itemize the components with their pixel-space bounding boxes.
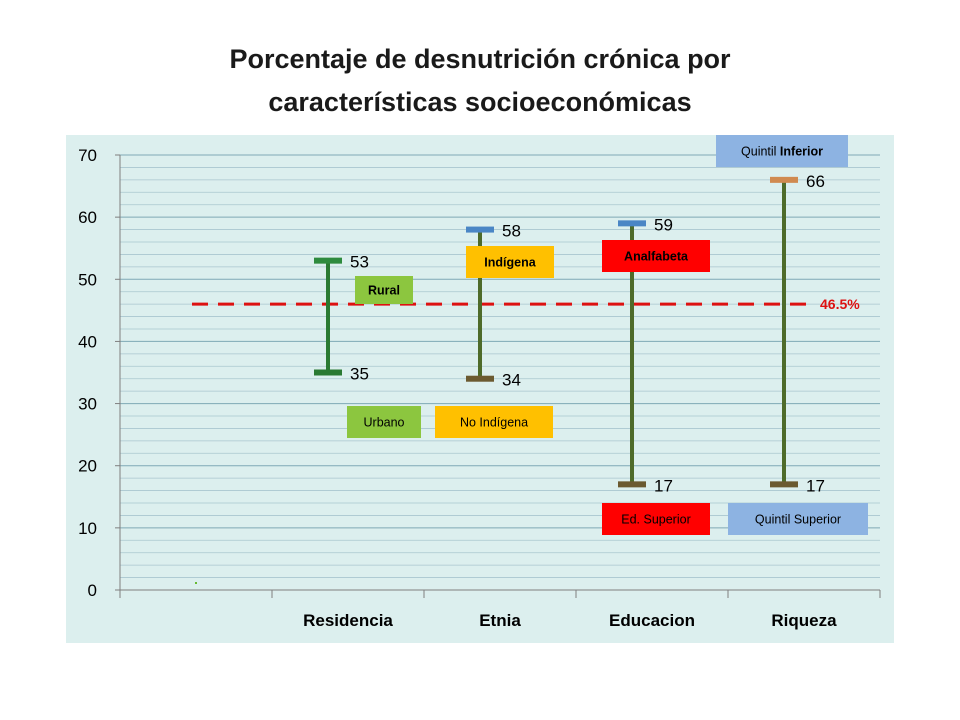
- chart-title-line-1: Porcentaje de desnutrición crónica por: [229, 44, 731, 74]
- annotation-rural: Rural: [368, 283, 400, 298]
- low-cap: [466, 376, 494, 382]
- annotation-analfabeta: Analfabeta: [624, 249, 688, 264]
- low-value-label: 35: [350, 364, 369, 384]
- y-tick-label: 60: [78, 208, 97, 228]
- y-tick-label: 50: [78, 270, 97, 290]
- y-tick-labels: [78, 146, 97, 600]
- annotation-quintil-inferior-suffix: Inferior: [779, 144, 823, 159]
- reference-line-label: 46.5%: [820, 296, 860, 313]
- low-cap: [314, 370, 342, 376]
- high-cap: [314, 258, 342, 264]
- y-tick-label: 0: [87, 581, 97, 600]
- annotation-quintil-inferior: [741, 145, 823, 159]
- high-cap: [618, 220, 646, 226]
- x-category-label: Educacion: [609, 611, 695, 630]
- empty-category-marker: [195, 582, 197, 584]
- y-tick-label: 20: [78, 456, 97, 476]
- x-category-label: Etnia: [479, 611, 521, 630]
- y-tick-label: 70: [78, 146, 97, 165]
- low-cap: [618, 481, 646, 487]
- y-tick-label: 10: [78, 518, 97, 538]
- annotation-ed-superior: Ed. Superior: [621, 512, 691, 527]
- high-value-label: 53: [350, 252, 369, 272]
- low-cap: [770, 481, 798, 487]
- high-cap: [770, 177, 798, 183]
- annotation-no-indigena: No Indígena: [459, 415, 529, 430]
- high-value-label: 58: [502, 221, 521, 241]
- chart-title-line-2: características socioeconómicas: [268, 87, 692, 117]
- y-tick-label: 30: [78, 394, 97, 414]
- low-value-label: 34: [502, 370, 521, 390]
- high-cap: [466, 227, 494, 233]
- annotation-quintil-inferior-prefix: Quintil: [741, 144, 780, 159]
- category-labels: [195, 582, 837, 630]
- annotation-quintil-superior: Quintil Superior: [754, 512, 842, 527]
- low-value-label: 17: [654, 476, 673, 496]
- low-value-label: 17: [806, 476, 825, 496]
- high-value-label: 59: [654, 215, 673, 235]
- range-marks: [314, 135, 868, 535]
- x-category-label: Residencia: [303, 611, 393, 630]
- high-value-label: 66: [806, 171, 825, 191]
- annotation-indigena: Indígena: [484, 255, 536, 270]
- y-tick-label: 40: [78, 332, 97, 352]
- annotation-urbano: Urbano: [363, 415, 405, 430]
- x-category-label: Riqueza: [771, 611, 837, 630]
